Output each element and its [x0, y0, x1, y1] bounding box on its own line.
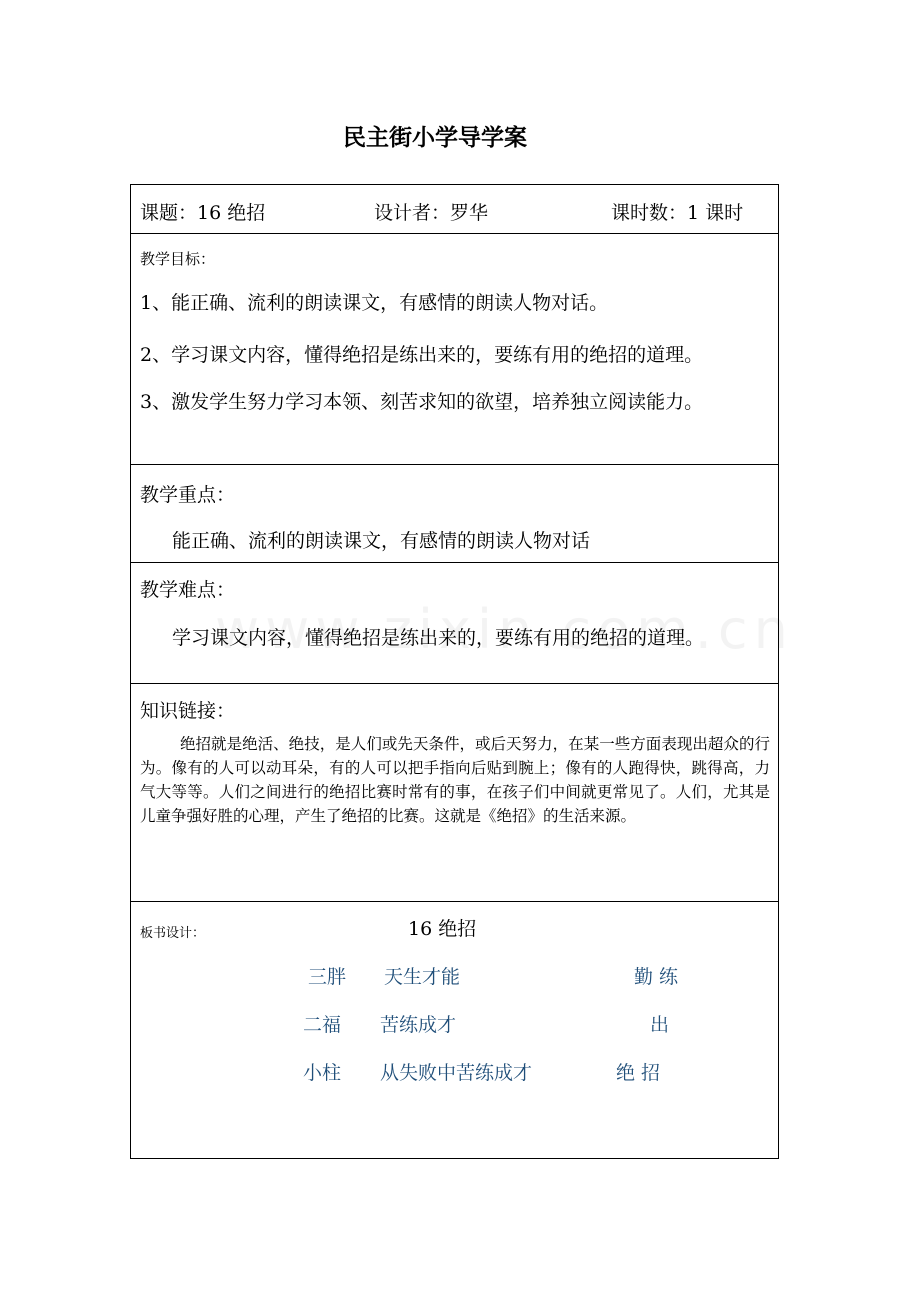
board-row-right: 绝 招: [616, 1062, 661, 1084]
knowledge-text: 绝招就是绝活、绝技，是人们或先天条件，或后天努力，在某一些方面表现出超众的行为。像有的人可以动耳朵，有的人可以把手指向后贴到腕上；像有的人跑得快，跳得高，力气大等等。人们之间进行的绝招比赛时常有的事，在孩子们中间就更常见了。人们，尤其是儿童争强好胜的心理，产生了绝招的比赛。这就是《绝招》的生活来源。: [140, 735, 770, 825]
board-row-name: 三胖: [308, 966, 347, 988]
key-points-label: 教学重点：: [140, 484, 236, 506]
board-row-desc: 苦练成才: [380, 1014, 457, 1036]
lesson-plan-table: [130, 184, 779, 1159]
board-design-section: [131, 901, 778, 1159]
board-row-name: 二福: [303, 1014, 342, 1036]
document-title: 民主街小学导学案: [343, 125, 527, 151]
objective-item: 3、激发学生努力学习本领、刻苦求知的欲望，培养独立阅读能力。: [140, 391, 704, 413]
hours-cell: 课时数：1 课时: [611, 202, 744, 224]
designer-cell: 设计者：罗华: [374, 202, 489, 224]
objective-item: 1、能正确、流利的朗读课文，有感情的朗读人物对话。: [140, 292, 609, 314]
difficulties-text: 学习课文内容，懂得绝招是练出来的，要练有用的绝招的道理。: [172, 627, 705, 649]
objective-item: 2、学习课文内容，懂得绝招是练出来的，要练有用的绝招的道理。: [140, 344, 704, 366]
board-row-desc: 天生才能: [384, 966, 461, 988]
board-row-right: 勤 练: [634, 966, 679, 988]
knowledge-label: 知识链接：: [140, 700, 236, 722]
board-label: 板书设计：: [140, 926, 206, 941]
board-row-right: 出: [650, 1014, 670, 1036]
objectives-label: 教学目标：: [140, 250, 216, 268]
header-row: [131, 185, 778, 233]
knowledge-section: [131, 683, 778, 902]
difficulties-section: [131, 562, 778, 684]
board-row-name: 小柱: [303, 1062, 342, 1084]
key-points-text: 能正确、流利的朗读课文，有感情的朗读人物对话: [172, 530, 591, 552]
topic-cell: 课题：16 绝招: [140, 202, 266, 224]
objectives-section: [131, 233, 778, 465]
difficulties-label: 教学难点：: [140, 579, 236, 601]
board-row-desc: 从失败中苦练成才: [380, 1062, 533, 1084]
board-heading: 16 绝招: [408, 918, 477, 940]
key-points-section: [131, 464, 778, 563]
